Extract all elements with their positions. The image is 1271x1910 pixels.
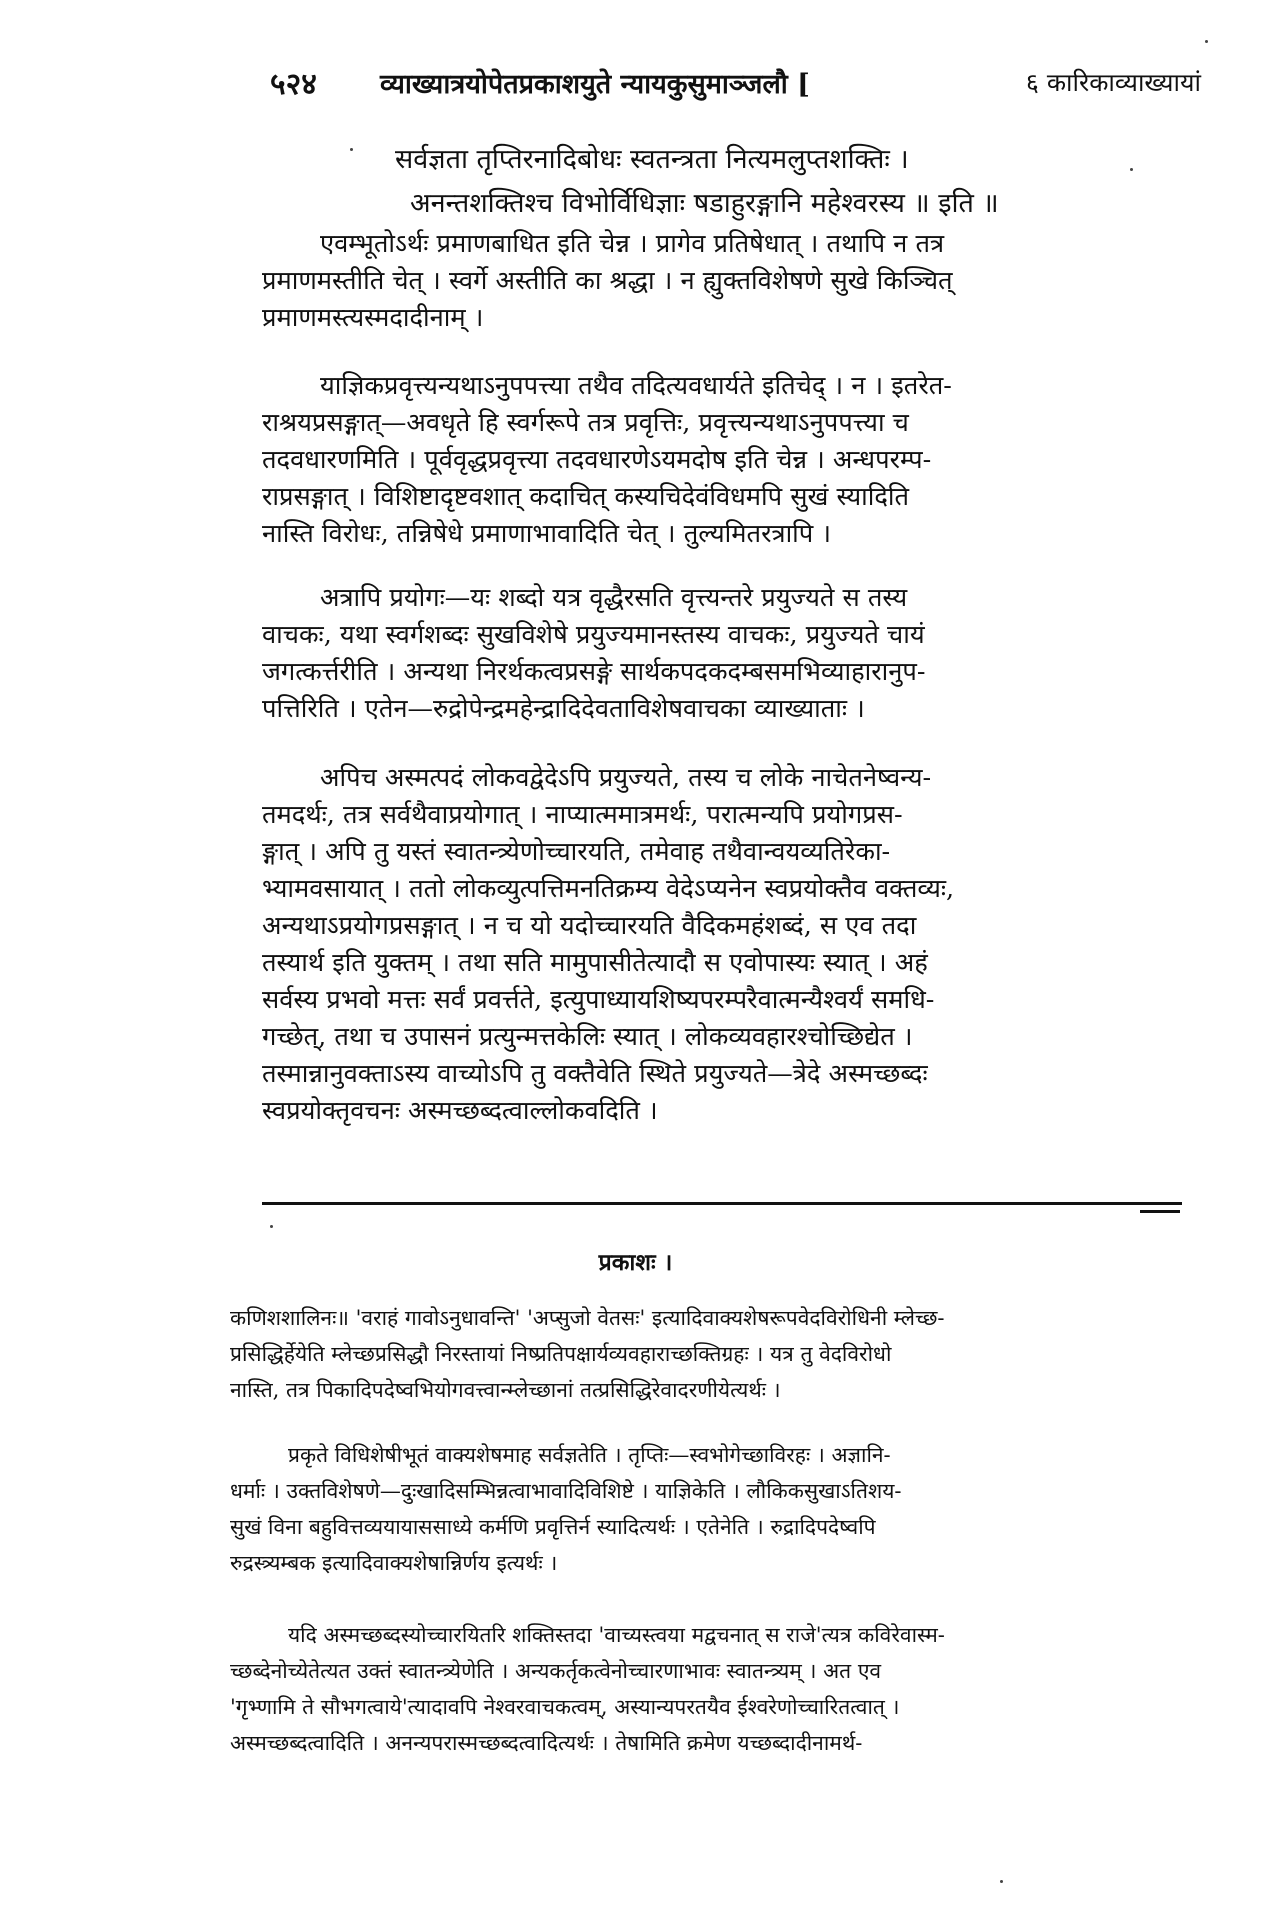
commentary-line: अस्मच्छब्दत्वादिति । अनन्यपरास्मच्छब्दत्वादित्यर्थः । तेषामिति क्रमेण यच्छब्दादीनामर्थ-: [230, 1731, 863, 1755]
section-label: ६ कारिकाव्याख्यायां: [1025, 68, 1201, 97]
paragraph: [262, 368, 1207, 553]
commentary-line: सुखं विना बहुवित्तव्ययायाससाध्ये कर्मणि प्रवृत्तिर्न स्यादित्यर्थः । एतेनेति । रुद्रादिपदेष्वपि: [230, 1515, 876, 1539]
commentary-line: प्रसिद्धिर्हेयेति म्लेच्छप्रसिद्धौ निरस्तायां निष्प्रतिपक्षार्यव्यवहाराच्छक्तिग्रहः । यत्र तु वेदविरोधो: [230, 1342, 892, 1366]
commentary-paragraph: [230, 1300, 1205, 1408]
commentary-line: च्छब्देनोच्येतेत्यत उक्तं स्वातन्त्र्येणेति । अन्यकर्तृकत्वेनोच्चारणाभावः स्वातन्त्र्यम् । अत एव: [230, 1659, 882, 1683]
paragraph: [262, 580, 1207, 728]
text-line: जगत्कर्त्तरीति । अन्यथा निरर्थकत्वप्रसङ्गे सार्थकपदकदम्बसमभिव्याहारानुप-: [262, 657, 926, 687]
text-line: राप्रसङ्गात् । विशिष्टादृष्टवशात् कदाचित् कस्यचिदेवंविधमपि सुखं स्यादिति: [262, 482, 910, 512]
text-line: गच्छेत्, तथा च उपासनं प्रत्युन्मत्तकेलिः स्यात् । लोकव्यवहारश्चोच्छिद्येत ।: [262, 1022, 913, 1052]
verse-block: [395, 138, 999, 226]
text-line: ङ्गात् । अपि तु यस्तं स्वातन्त्र्येणोच्चारयति, तमेवाह तथैवान्वयव्यतिरेका-: [262, 837, 891, 867]
text-line: अत्रापि प्रयोगः—यः शब्दो यत्र वृद्धैरसति वृत्त्यन्तरे प्रयुज्यते स तस्य: [320, 583, 908, 613]
text-line: राश्रयप्रसङ्गात्—अवधृते हि स्वर्गरूपे तत्र प्रवृत्तिः, प्रवृत्त्यन्यथाऽनुपपत्त्या च: [262, 408, 909, 438]
running-title: व्याख्यात्रयोपेतप्रकाशयुते न्यायकुसुमाञ्जलौ [: [380, 68, 810, 100]
text-line: तमदर्थः, तत्र सर्वथैवाप्रयोगात् । नाप्यात्ममात्रमर्थः, परात्मन्यपि प्रयोगप्रस-: [262, 800, 903, 830]
commentary-line: धर्माः । उक्तविशेषणे—दुःखादिसम्भिन्नत्वाभावादिविशिष्टे । याज्ञिकेति । लौकिकसुखाऽतिशय-: [230, 1479, 902, 1503]
text-line: तदवधारणमिति । पूर्ववृद्धप्रवृत्त्या तदवधारणेऽयमदोष इति चेन्न । अन्धपरम्प-: [262, 445, 932, 475]
commentary-title: प्रकाशः ।: [598, 1249, 673, 1276]
commentary-paragraph: [230, 1617, 1205, 1761]
scan-speck: [1130, 168, 1133, 171]
commentary-line: यदि अस्मच्छब्दस्योच्चारयितरि शक्तिस्तदा 'वाच्यस्त्वया मद्वचनात् स राजे'त्यत्र कविरेवास्म-: [288, 1623, 945, 1647]
commentary-paragraph: [230, 1437, 1205, 1581]
commentary-line: रुद्रस्त्र्यम्बक इत्यादिवाक्यशेषान्निर्णय इत्यर्थः ।: [230, 1551, 558, 1575]
text-line: प्रमाणमस्त्यस्मदादीनाम् ।: [262, 303, 484, 333]
divider-rule: [262, 1202, 1182, 1205]
paragraph: [262, 760, 1207, 1130]
scan-speck: [1205, 40, 1208, 43]
verse-line: अनन्तशक्तिश्च विभोर्विधिज्ञाः षडाहुरङ्गानि महेश्वरस्य ॥ इति ॥: [410, 188, 999, 219]
text-line: सर्वस्य प्रभवो मत्तः सर्वं प्रवर्त्तते, इत्युपाध्यायशिष्यपरम्परैवात्मन्यैश्वर्यं समधि-: [262, 985, 935, 1015]
commentary-line: नास्ति, तत्र पिकादिपदेष्वभियोगवत्त्वान्म्लेच्छानां तत्प्रसिद्धिरेवादरणीयेत्यर्थः ।: [230, 1378, 781, 1402]
text-line: अपिच अस्मत्पदं लोकवद्वेदेऽपि प्रयुज्यते, तस्य च लोके नाचेतनेष्वन्य-: [320, 763, 932, 793]
text-line: तस्मान्नानुवक्ताऽस्य वाच्योऽपि तु वक्तैवेति स्थिते प्रयुज्यते—त्रेदे अस्मच्छब्दः: [262, 1059, 928, 1089]
commentary-line: कणिशशालिनः॥ 'वराहं गावोऽनुधावन्ति' 'अप्सुजो वेतसः' इत्यादिवाक्यशेषरूपवेदविरोधिनी म्लेच्छ-: [230, 1306, 945, 1330]
text-line: प्रमाणमस्तीति चेत् । स्वर्गे अस्तीति का श्रद्धा । न ह्युक्तविशेषणे सुखे किञ्चित्: [262, 266, 953, 296]
verse-line: सर्वज्ञता तृप्तिरनादिबोधः स्वतन्त्रता नित्यमलुप्तशक्तिः ।: [395, 144, 909, 175]
scan-speck: [350, 148, 353, 151]
text-line: स्वप्रयोक्तृवचनः अस्मच्छब्दत्वाल्लोकवदिति ।: [262, 1096, 658, 1126]
text-line: याज्ञिकप्रवृत्त्यन्यथाऽनुपपत्त्या तथैव तदित्यवधार्यते इतिचेद् । न । इतरेत-: [320, 371, 952, 401]
scan-speck: [270, 1225, 273, 1228]
commentary-line: 'गृभ्णामि ते सौभगत्वाये'त्यादावपि नेश्वरवाचकत्वम्, अस्यान्यपरतयैव ईश्वरेणोच्चारितत्वात् ।: [230, 1695, 900, 1719]
text-line: पत्तिरिति । एतेन—रुद्रोपेन्द्रमहेन्द्रादिदेवताविशेषवाचका व्याख्याताः ।: [262, 694, 865, 724]
text-line: वाचकः, यथा स्वर्गशब्दः सुखविशेषे प्रयुज्यमानस्तस्य वाचकः, प्रयुज्यते चायं: [262, 620, 925, 650]
text-line: एवम्भूतोऽर्थः प्रमाणबाधित इति चेन्न । प्रागेव प्रतिषेधात् । तथापि न तत्र: [320, 229, 945, 259]
paragraph: [262, 226, 1207, 337]
text-line: तस्यार्थ इति युक्तम् । तथा सति मामुपासीतेत्यादौ स एवोपास्यः स्यात् । अहं: [262, 948, 928, 978]
text-line: अन्यथाऽप्रयोगप्रसङ्गात् । न च यो यदोच्चारयति वैदिकमहंशब्दं, स एव तदा: [262, 911, 917, 941]
text-line: नास्ति विरोधः, तन्निषेधे प्रमाणाभावादिति चेत् । तुल्यमितरत्रापि ।: [262, 519, 832, 549]
divider-rule-end: [1140, 1210, 1180, 1213]
text-line: भ्यामवसायात् । ततो लोकव्युत्पत्तिमनतिक्रम्य वेदेऽप्यनेन स्वप्रयोक्तैव वक्तव्यः,: [262, 874, 955, 904]
commentary-line: प्रकृते विधिशेषीभूतं वाक्यशेषमाह सर्वज्ञतेति । तृप्तिः—स्वभोगेच्छाविरहः । अज्ञानि-: [288, 1443, 891, 1467]
page-header: [270, 62, 1201, 102]
page-number: ५२४: [270, 66, 317, 102]
scan-speck: [1000, 1880, 1003, 1883]
